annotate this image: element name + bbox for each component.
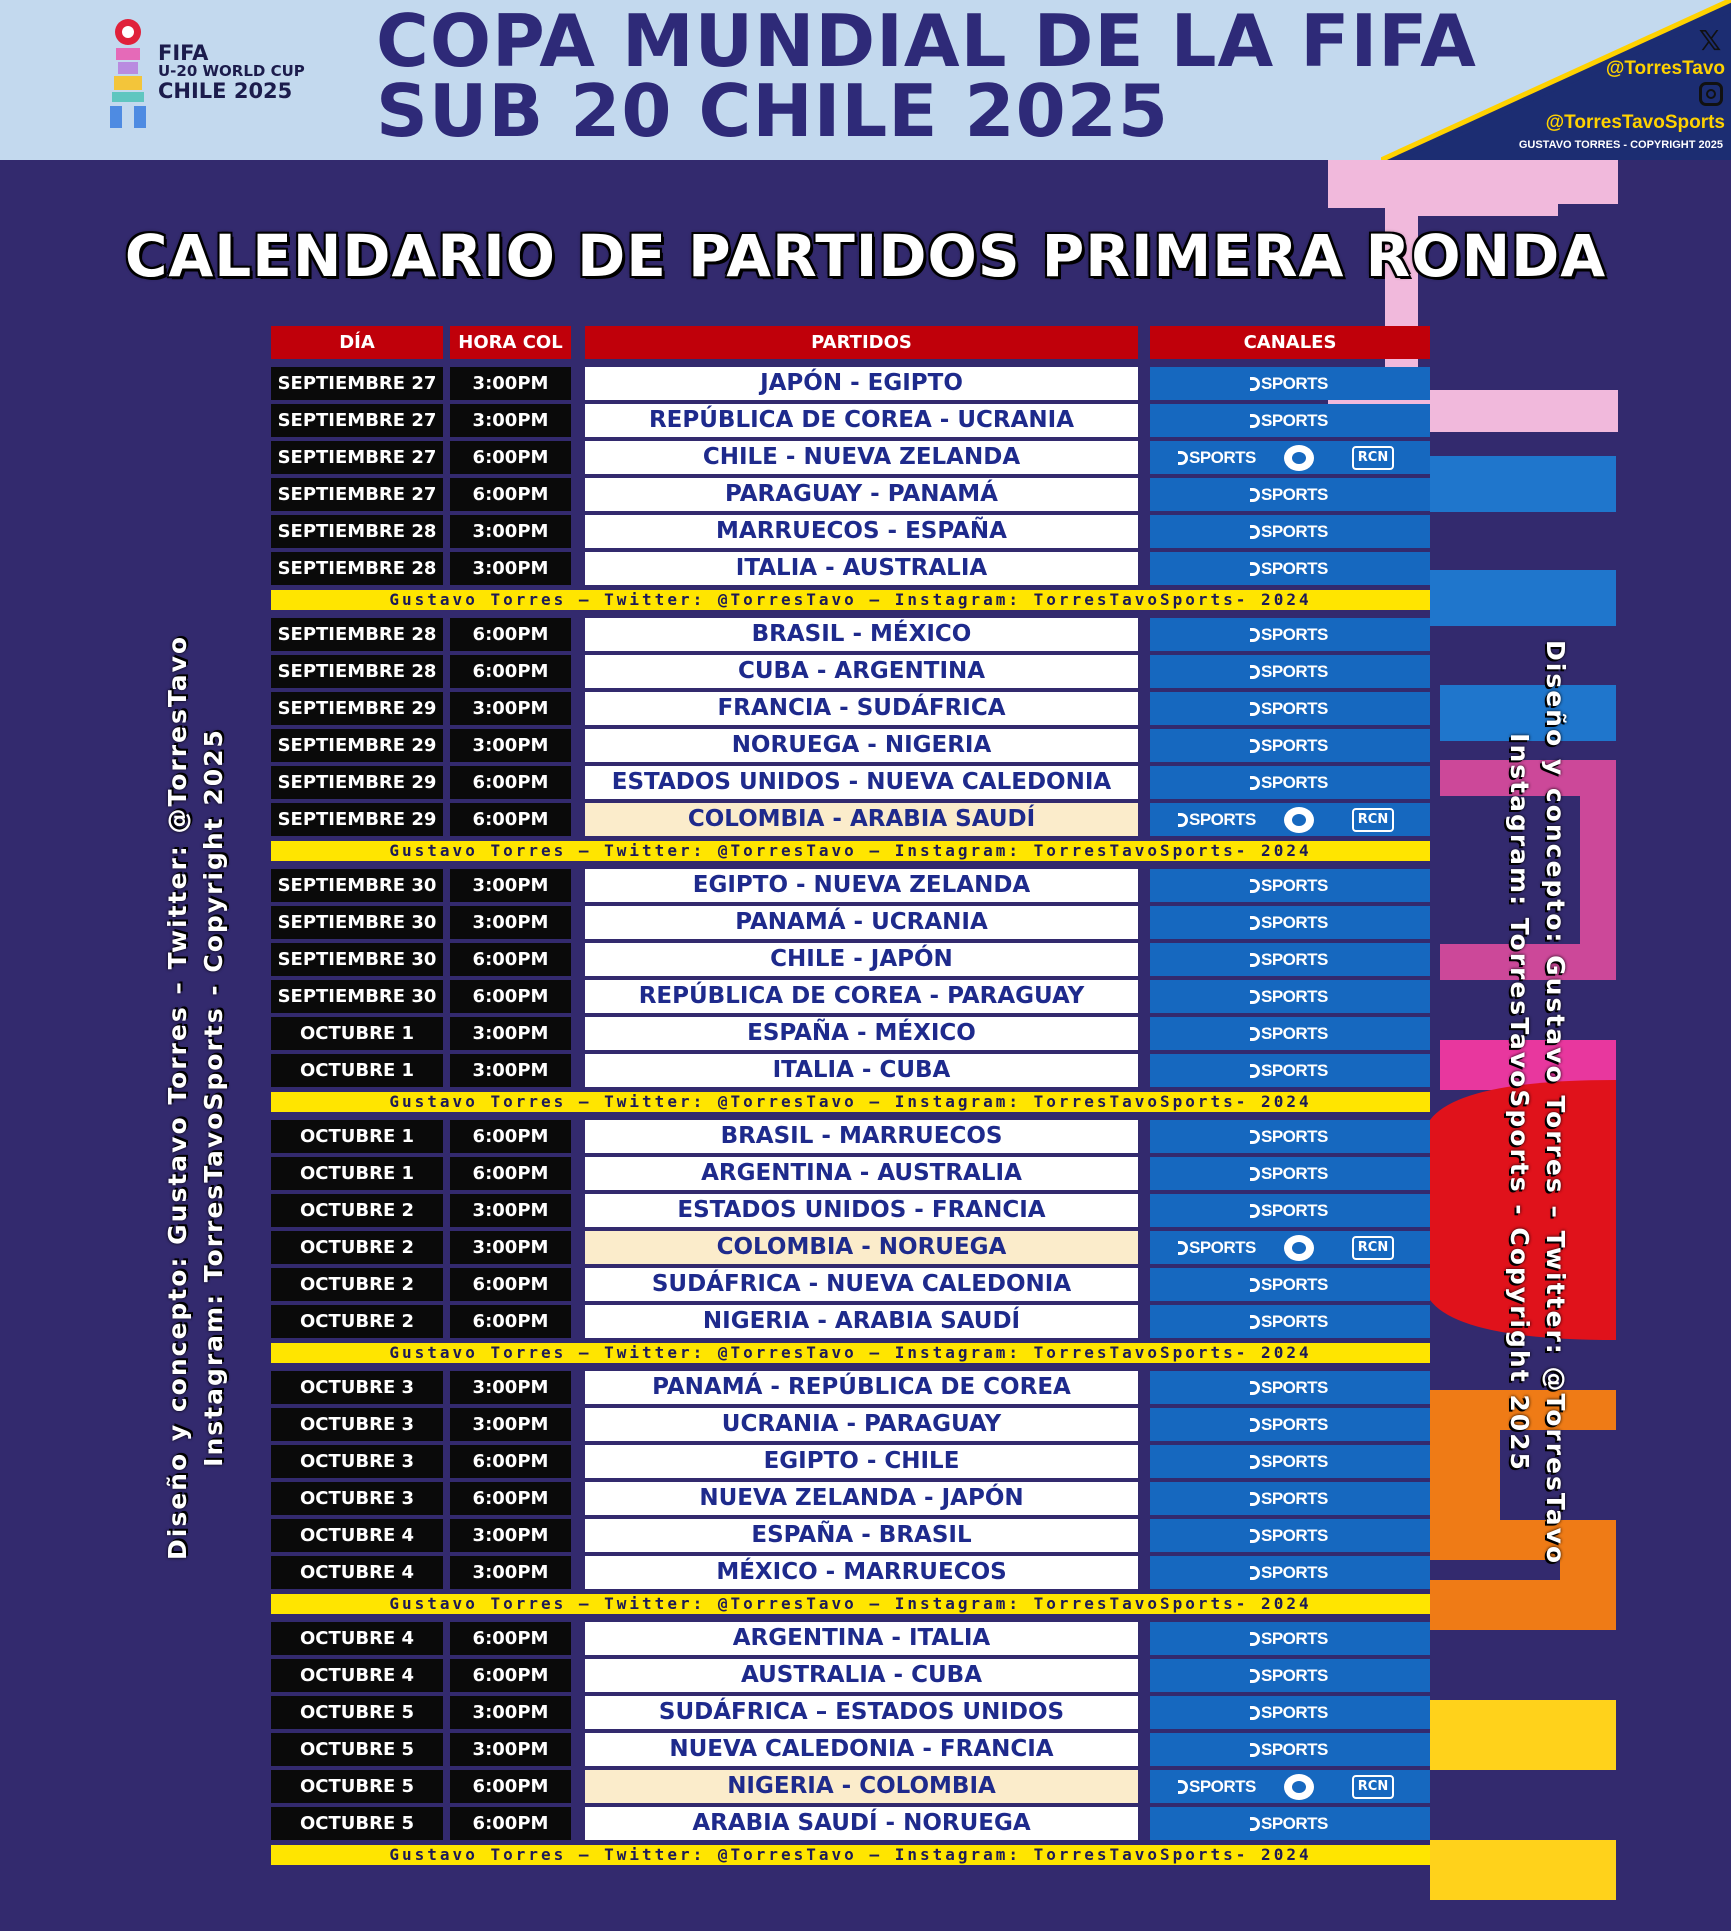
match-channels (1150, 1194, 1430, 1227)
dsports-label: SPORTS (1189, 448, 1256, 467)
match-hour: 6:00PM (450, 1622, 571, 1655)
match-channels (1150, 1445, 1430, 1478)
match-day: OCTUBRE 5 (271, 1733, 443, 1766)
dsports-logo (1250, 773, 1328, 793)
match-day: SEPTIEMBRE 29 (271, 729, 443, 762)
match-channels (1150, 1696, 1430, 1729)
match-channels (1150, 1622, 1430, 1655)
match-hour: 3:00PM (450, 1054, 571, 1087)
match-day: OCTUBRE 2 (271, 1305, 443, 1338)
match-hour: 6:00PM (450, 1482, 571, 1515)
credit-banner: Gustavo Torres – Twitter: @TorresTavo – Instagram: TorresTavoSports- 2024 (271, 1594, 1430, 1614)
match-name: REPÚBLICA DE COREA - PARAGUAY (585, 980, 1138, 1013)
match-day: SEPTIEMBRE 28 (271, 618, 443, 651)
dsports-logo (1250, 1415, 1328, 1435)
dsports-d-icon (1250, 702, 1260, 716)
match-hour: 6:00PM (450, 1445, 571, 1478)
page-title (376, 0, 1477, 153)
match-name: REPÚBLICA DE COREA - UCRANIA (585, 404, 1138, 437)
dsports-logo (1250, 1814, 1328, 1834)
match-day: SEPTIEMBRE 29 (271, 692, 443, 725)
dsports-label: SPORTS (1261, 950, 1328, 969)
match-hour: 3:00PM (450, 1017, 571, 1050)
match-name: ARABIA SAUDÍ - NORUEGA (585, 1807, 1138, 1840)
header-hour: HORA COL (450, 326, 571, 359)
dsports-label: SPORTS (1261, 1526, 1328, 1545)
match-day: OCTUBRE 2 (271, 1231, 443, 1264)
dsports-d-icon (1250, 1027, 1260, 1041)
dsports-logo (1250, 876, 1328, 896)
dsports-d-icon (1250, 414, 1260, 428)
match-channels (1150, 478, 1430, 511)
match-name: BRASIL - MARRUECOS (585, 1120, 1138, 1153)
match-name: ESPAÑA - MÉXICO (585, 1017, 1138, 1050)
dsports-d-icon (1250, 879, 1260, 893)
match-hour: 3:00PM (450, 1194, 571, 1227)
title-line-1: COPA MUNDIAL DE LA FIFA (376, 0, 1477, 83)
match-name: ESTADOS UNIDOS - FRANCIA (585, 1194, 1138, 1227)
dsports-logo (1250, 913, 1328, 933)
match-hour: 3:00PM (450, 692, 571, 725)
match-channels (1150, 1120, 1430, 1153)
match-name: JAPÓN - EGIPTO (585, 367, 1138, 400)
match-hour: 6:00PM (450, 766, 571, 799)
caracol-eye-icon (1284, 807, 1314, 833)
dsports-d-icon (1250, 1064, 1260, 1078)
match-day: SEPTIEMBRE 27 (271, 478, 443, 511)
dsports-logo (1250, 1703, 1328, 1723)
match-channels (1150, 1054, 1430, 1087)
dsports-logo (1250, 1452, 1328, 1472)
match-name: NIGERIA - ARABIA SAUDÍ (585, 1305, 1138, 1338)
side-credit-line-2: Instagram: TorresTavoSports - Copyright 2025 (1505, 733, 1534, 1472)
side-credits-left (160, 635, 232, 1560)
match-channels (1150, 1519, 1430, 1552)
match-hour: 6:00PM (450, 1659, 571, 1692)
match-channels (1150, 367, 1430, 400)
match-hour: 3:00PM (450, 1556, 571, 1589)
match-day: OCTUBRE 4 (271, 1659, 443, 1692)
dsports-label: SPORTS (1261, 485, 1328, 504)
dsports-d-icon (1250, 1529, 1260, 1543)
dsports-d-icon (1250, 1817, 1260, 1831)
dsports-label: SPORTS (1261, 1452, 1328, 1471)
match-day: SEPTIEMBRE 30 (271, 869, 443, 902)
dsports-label: SPORTS (1261, 1164, 1328, 1183)
dsports-logo (1250, 1378, 1328, 1398)
dsports-logo (1250, 485, 1328, 505)
match-day: SEPTIEMBRE 28 (271, 552, 443, 585)
dsports-label: SPORTS (1261, 522, 1328, 541)
match-day: OCTUBRE 4 (271, 1519, 443, 1552)
dsports-label: SPORTS (1261, 1201, 1328, 1220)
match-name: PANAMÁ - REPÚBLICA DE COREA (585, 1371, 1138, 1404)
match-hour: 3:00PM (450, 1408, 571, 1441)
dsports-d-icon (1250, 1381, 1260, 1395)
logo-chile: CHILE 2025 (158, 78, 293, 103)
match-hour: 6:00PM (450, 1120, 571, 1153)
match-name: COLOMBIA - ARABIA SAUDÍ (585, 803, 1138, 836)
match-hour: 6:00PM (450, 943, 571, 976)
match-name: ITALIA - AUSTRALIA (585, 552, 1138, 585)
dsports-label: SPORTS (1261, 876, 1328, 895)
match-hour: 3:00PM (450, 906, 571, 939)
match-hour: 6:00PM (450, 618, 571, 651)
match-channels (1150, 1733, 1430, 1766)
side-credit-line-1: Diseño y concepto: Gustavo Torres – Twitter: @TorresTavo (163, 634, 192, 1560)
side-credit-line-1: Diseño y concepto: Gustavo Torres – Twitter: @TorresTavo (1541, 640, 1570, 1566)
match-hour: 6:00PM (450, 980, 571, 1013)
dsports-label: SPORTS (1261, 1127, 1328, 1146)
match-channels (1150, 869, 1430, 902)
header-matches: PARTIDOS (585, 326, 1138, 359)
dsports-label: SPORTS (1261, 1740, 1328, 1759)
dsports-logo (1250, 662, 1328, 682)
match-name: CUBA - ARGENTINA (585, 655, 1138, 688)
match-day: SEPTIEMBRE 28 (271, 655, 443, 688)
dsports-d-icon (1250, 739, 1260, 753)
credit-banner: Gustavo Torres – Twitter: @TorresTavo – Instagram: TorresTavoSports- 2024 (271, 590, 1430, 610)
match-hour: 6:00PM (450, 1268, 571, 1301)
match-channels (1150, 618, 1430, 651)
dsports-logo (1250, 1526, 1328, 1546)
dsports-d-icon (1250, 1315, 1260, 1329)
dsports-logo (1250, 1666, 1328, 1686)
match-hour: 3:00PM (450, 729, 571, 762)
match-day: OCTUBRE 3 (271, 1482, 443, 1515)
dsports-label: SPORTS (1261, 411, 1328, 430)
dsports-d-icon (1178, 1780, 1188, 1794)
schedule-subtitle: CALENDARIO DE PARTIDOS PRIMERA RONDA (124, 222, 1607, 290)
dsports-label: SPORTS (1261, 1814, 1328, 1833)
dsports-label: SPORTS (1261, 1024, 1328, 1043)
match-day: SEPTIEMBRE 29 (271, 766, 443, 799)
match-channels (1150, 441, 1430, 474)
match-channels (1150, 515, 1430, 548)
match-day: OCTUBRE 3 (271, 1371, 443, 1404)
match-day: SEPTIEMBRE 30 (271, 943, 443, 976)
credit-banner: Gustavo Torres – Twitter: @TorresTavo – Instagram: TorresTavoSports- 2024 (271, 1343, 1430, 1363)
match-channels (1150, 1305, 1430, 1338)
match-channels (1150, 404, 1430, 437)
copyright-text: GUSTAVO TORRES - COPYRIGHT 2025 (1518, 139, 1723, 151)
match-channels (1150, 980, 1430, 1013)
match-day: SEPTIEMBRE 30 (271, 980, 443, 1013)
match-hour: 3:00PM (450, 404, 571, 437)
match-hour: 3:00PM (450, 1231, 571, 1264)
match-channels (1150, 1268, 1430, 1301)
match-day: SEPTIEMBRE 27 (271, 404, 443, 437)
social-banner-bg (1381, 0, 1731, 160)
dsports-logo (1250, 1164, 1328, 1184)
match-hour: 3:00PM (450, 1519, 571, 1552)
rcn-logo: RCN (1352, 446, 1394, 470)
match-channels (1150, 1157, 1430, 1190)
instagram-icon (1699, 82, 1723, 106)
logo-text (158, 42, 305, 102)
dsports-label: SPORTS (1261, 1275, 1328, 1294)
dsports-logo (1250, 1629, 1328, 1649)
dsports-logo (1250, 736, 1328, 756)
dsports-logo (1250, 1127, 1328, 1147)
dsports-label: SPORTS (1261, 1312, 1328, 1331)
dsports-d-icon (1250, 953, 1260, 967)
match-day: OCTUBRE 4 (271, 1556, 443, 1589)
dsports-logo (1250, 411, 1328, 431)
match-channels (1150, 655, 1430, 688)
match-day: OCTUBRE 1 (271, 1120, 443, 1153)
dsports-label: SPORTS (1261, 559, 1328, 578)
match-day: SEPTIEMBRE 27 (271, 367, 443, 400)
match-name: NIGERIA - COLOMBIA (585, 1770, 1138, 1803)
twitter-handle: @TorresTavo (1605, 58, 1725, 79)
dsports-d-icon (1250, 1204, 1260, 1218)
dsports-logo (1250, 559, 1328, 579)
match-day: OCTUBRE 3 (271, 1445, 443, 1478)
social-handles (1381, 0, 1731, 160)
header-banner (0, 0, 1731, 160)
title-line-2: SUB 20 CHILE 2025 (376, 69, 1169, 153)
dsports-label: SPORTS (1261, 662, 1328, 681)
match-hour: 3:00PM (450, 552, 571, 585)
dsports-label: SPORTS (1261, 773, 1328, 792)
match-channels (1150, 1371, 1430, 1404)
match-hour: 3:00PM (450, 1371, 571, 1404)
match-name: FRANCIA - SUDÁFRICA (585, 692, 1138, 725)
dsports-d-icon (1250, 1566, 1260, 1580)
dsports-label: SPORTS (1189, 1777, 1256, 1796)
dsports-d-icon (1250, 1167, 1260, 1181)
credit-banner: Gustavo Torres – Twitter: @TorresTavo – Instagram: TorresTavoSports- 2024 (271, 1092, 1430, 1112)
dsports-label: SPORTS (1189, 1238, 1256, 1257)
dsports-d-icon (1250, 1632, 1260, 1646)
match-name: EGIPTO - CHILE (585, 1445, 1138, 1478)
dsports-label: SPORTS (1261, 987, 1328, 1006)
dsports-d-icon (1250, 1278, 1260, 1292)
dsports-label: SPORTS (1261, 913, 1328, 932)
dsports-d-icon (1250, 916, 1260, 930)
match-name: ARGENTINA - ITALIA (585, 1622, 1138, 1655)
match-channels (1150, 1807, 1430, 1840)
match-day: OCTUBRE 1 (271, 1054, 443, 1087)
match-hour: 3:00PM (450, 869, 571, 902)
dsports-d-icon (1178, 813, 1188, 827)
dsports-logo (1250, 522, 1328, 542)
match-hour: 3:00PM (450, 515, 571, 548)
credit-banner: Gustavo Torres – Twitter: @TorresTavo – Instagram: TorresTavoSports- 2024 (271, 1845, 1430, 1865)
match-name: PARAGUAY - PANAMÁ (585, 478, 1138, 511)
match-name: ESTADOS UNIDOS - NUEVA CALEDONIA (585, 766, 1138, 799)
match-day: OCTUBRE 5 (271, 1807, 443, 1840)
match-hour: 3:00PM (450, 1696, 571, 1729)
dsports-logo (1250, 1563, 1328, 1583)
dsports-label: SPORTS (1261, 1415, 1328, 1434)
match-channels (1150, 803, 1430, 836)
match-name: ITALIA - CUBA (585, 1054, 1138, 1087)
dsports-label: SPORTS (1261, 1563, 1328, 1582)
dsports-logo (1250, 987, 1328, 1007)
dsports-d-icon (1250, 628, 1260, 642)
dsports-d-icon (1250, 1455, 1260, 1469)
match-day: SEPTIEMBRE 29 (271, 803, 443, 836)
match-day: OCTUBRE 1 (271, 1157, 443, 1190)
dsports-logo (1250, 374, 1328, 394)
match-hour: 6:00PM (450, 655, 571, 688)
dsports-label: SPORTS (1189, 810, 1256, 829)
match-name: EGIPTO - NUEVA ZELANDA (585, 869, 1138, 902)
rcn-logo: RCN (1352, 1775, 1394, 1799)
dsports-d-icon (1250, 377, 1260, 391)
match-day: SEPTIEMBRE 30 (271, 906, 443, 939)
match-channels (1150, 1408, 1430, 1441)
dsports-d-icon (1178, 1241, 1188, 1255)
dsports-d-icon (1250, 665, 1260, 679)
caracol-eye-icon (1284, 445, 1314, 471)
header-channels: CANALES (1150, 326, 1430, 359)
dsports-logo (1178, 810, 1256, 830)
dsports-label: SPORTS (1261, 1666, 1328, 1685)
match-name: NUEVA CALEDONIA - FRANCIA (585, 1733, 1138, 1766)
match-name: MÉXICO - MARRUECOS (585, 1556, 1138, 1589)
caracol-eye-icon (1284, 1774, 1314, 1800)
dsports-logo (1250, 1740, 1328, 1760)
match-name: ESPAÑA - BRASIL (585, 1519, 1138, 1552)
match-name: SUDÁFRICA - NUEVA CALEDONIA (585, 1268, 1138, 1301)
rcn-logo: RCN (1352, 808, 1394, 832)
dsports-logo (1250, 1061, 1328, 1081)
dsports-logo (1250, 1201, 1328, 1221)
dsports-logo (1250, 1275, 1328, 1295)
dsports-d-icon (1250, 1706, 1260, 1720)
match-day: SEPTIEMBRE 28 (271, 515, 443, 548)
match-name: NUEVA ZELANDA - JAPÓN (585, 1482, 1138, 1515)
match-name: CHILE - JAPÓN (585, 943, 1138, 976)
match-channels (1150, 906, 1430, 939)
dsports-d-icon (1250, 990, 1260, 1004)
dsports-d-icon (1178, 451, 1188, 465)
caracol-eye-icon (1284, 1235, 1314, 1261)
match-name: SUDÁFRICA – ESTADOS UNIDOS (585, 1696, 1138, 1729)
dsports-label: SPORTS (1261, 625, 1328, 644)
dsports-logo (1250, 1312, 1328, 1332)
dsports-label: SPORTS (1261, 1703, 1328, 1722)
match-name: UCRANIA - PARAGUAY (585, 1408, 1138, 1441)
match-day: OCTUBRE 2 (271, 1268, 443, 1301)
match-hour: 3:00PM (450, 1733, 571, 1766)
match-hour: 3:00PM (450, 367, 571, 400)
match-name: PANAMÁ - UCRANIA (585, 906, 1138, 939)
dsports-d-icon (1250, 1418, 1260, 1432)
match-name: COLOMBIA - NORUEGA (585, 1231, 1138, 1264)
match-hour: 6:00PM (450, 803, 571, 836)
dsports-logo (1178, 448, 1256, 468)
dsports-label: SPORTS (1261, 736, 1328, 755)
match-day: OCTUBRE 1 (271, 1017, 443, 1050)
match-hour: 6:00PM (450, 441, 571, 474)
dsports-label: SPORTS (1261, 1378, 1328, 1397)
match-name: AUSTRALIA - CUBA (585, 1659, 1138, 1692)
match-hour: 6:00PM (450, 1305, 571, 1338)
dsports-d-icon (1250, 1492, 1260, 1506)
dsports-d-icon (1250, 1669, 1260, 1683)
instagram-handle: @TorresTavoSports (1545, 112, 1725, 133)
dsports-logo (1250, 950, 1328, 970)
dsports-d-icon (1250, 562, 1260, 576)
match-hour: 6:00PM (450, 1807, 571, 1840)
dsports-label: SPORTS (1261, 1489, 1328, 1508)
header-day: DÍA (271, 326, 443, 359)
match-channels (1150, 1556, 1430, 1589)
dsports-d-icon (1250, 776, 1260, 790)
match-channels (1150, 1659, 1430, 1692)
match-name: BRASIL - MÉXICO (585, 618, 1138, 651)
match-hour: 6:00PM (450, 1157, 571, 1190)
dsports-d-icon (1250, 1743, 1260, 1757)
match-day: OCTUBRE 2 (271, 1194, 443, 1227)
dsports-label: SPORTS (1261, 699, 1328, 718)
dsports-d-icon (1250, 1130, 1260, 1144)
x-icon: 𝕏 (1698, 24, 1722, 57)
rcn-logo: RCN (1352, 1236, 1394, 1260)
match-day: SEPTIEMBRE 27 (271, 441, 443, 474)
match-day: OCTUBRE 5 (271, 1696, 443, 1729)
match-day: OCTUBRE 5 (271, 1770, 443, 1803)
match-hour: 6:00PM (450, 478, 571, 511)
match-channels (1150, 1770, 1430, 1803)
dsports-label: SPORTS (1261, 1061, 1328, 1080)
match-day: OCTUBRE 3 (271, 1408, 443, 1441)
credit-banner: Gustavo Torres – Twitter: @TorresTavo – Instagram: TorresTavoSports- 2024 (271, 841, 1430, 861)
match-name: ARGENTINA - AUSTRALIA (585, 1157, 1138, 1190)
logo-u20: U-20 WORLD CUP (158, 62, 305, 81)
match-hour: 6:00PM (450, 1770, 571, 1803)
side-credit-line-2: Instagram: TorresTavoSports - Copyright 2025 (199, 728, 228, 1467)
dsports-d-icon (1250, 525, 1260, 539)
dsports-logo (1250, 699, 1328, 719)
dsports-logo (1250, 625, 1328, 645)
match-channels (1150, 692, 1430, 725)
dsports-logo (1250, 1489, 1328, 1509)
dsports-logo (1178, 1777, 1256, 1797)
match-channels (1150, 552, 1430, 585)
dsports-label: SPORTS (1261, 374, 1328, 393)
match-channels (1150, 1017, 1430, 1050)
match-channels (1150, 1482, 1430, 1515)
match-name: MARRUECOS - ESPAÑA (585, 515, 1138, 548)
match-channels (1150, 729, 1430, 762)
match-channels (1150, 943, 1430, 976)
match-name: CHILE - NUEVA ZELANDA (585, 441, 1138, 474)
match-day: OCTUBRE 4 (271, 1622, 443, 1655)
dsports-d-icon (1250, 488, 1260, 502)
match-channels (1150, 1231, 1430, 1264)
match-name: NORUEGA - NIGERIA (585, 729, 1138, 762)
side-credits-right (1501, 640, 1573, 1565)
dsports-logo (1250, 1024, 1328, 1044)
dsports-logo (1178, 1238, 1256, 1258)
dsports-label: SPORTS (1261, 1629, 1328, 1648)
logo-fifa: FIFA (158, 41, 209, 65)
match-channels (1150, 766, 1430, 799)
